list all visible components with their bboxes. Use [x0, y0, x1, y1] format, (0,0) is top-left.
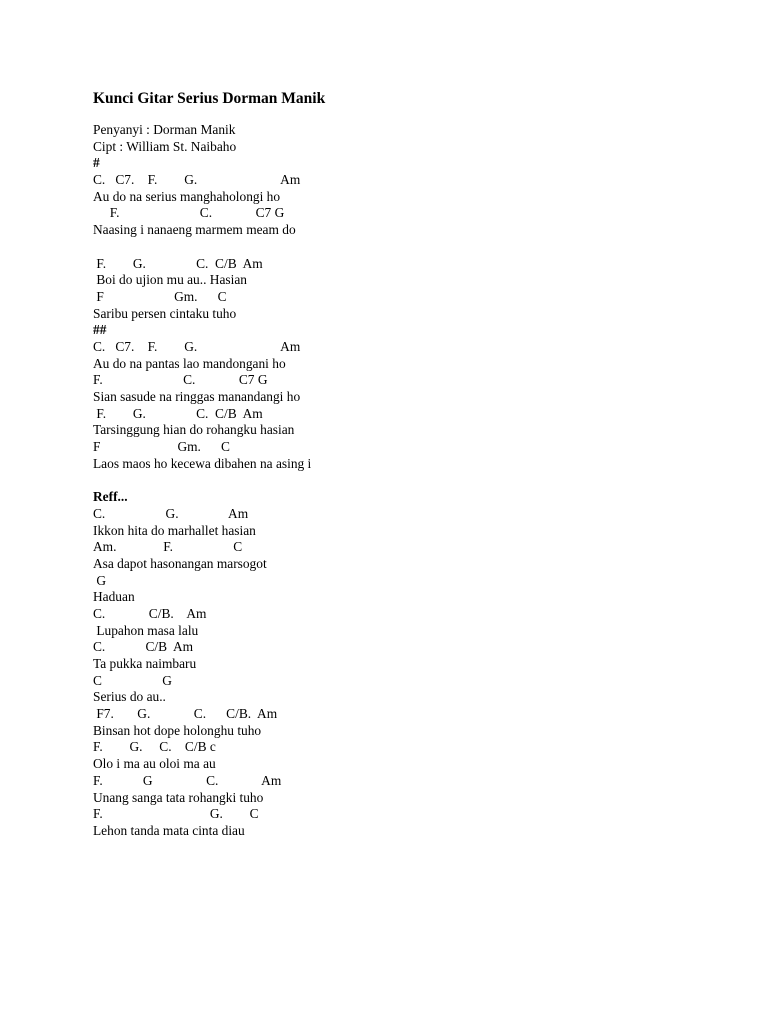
text-line: Am. F. C: [93, 539, 243, 555]
text-line: Ta pukka naimbaru: [93, 656, 197, 671]
text-line: Au do na pantas lao mandongani ho: [93, 355, 286, 371]
text-line: F. G C. Am: [93, 772, 282, 788]
text-line: Penyanyi : Dorman Manik: [93, 122, 236, 137]
text-line: Haduan: [93, 589, 135, 605]
text-line: Reff...: [93, 489, 128, 505]
text-line: F. G. C. C/B c: [93, 739, 216, 755]
text-line: C. C/B Am: [93, 639, 194, 655]
text-line: Saribu persen cintaku tuho: [93, 305, 237, 321]
blank-line: [93, 239, 733, 256]
text-line: Laos maos ho kecewa dibahen na asing i: [93, 455, 312, 471]
text-line: #: [93, 155, 100, 171]
text-line: F. G. C: [93, 806, 259, 822]
text-line: F. G. C. C/B Am: [93, 255, 263, 271]
text-line: Naasing i nanaeng marmem meam do: [93, 222, 296, 238]
text-line: Boi do ujion mu au.. Hasian: [93, 272, 247, 288]
text-line: F7. G. C. C/B. Am: [93, 706, 278, 722]
document-page: [93, 89, 733, 840]
text-line: C. C7. F. G. Am: [93, 338, 301, 354]
text-line: Lupahon masa lalu: [93, 622, 199, 638]
text-line: Tarsinggung hian do rohangku hasian: [93, 422, 295, 438]
text-line: F. C. C7 G: [93, 205, 285, 221]
text-line: F Gm. C: [93, 288, 227, 304]
text-line: Unang sanga tata rohangki tuho: [93, 789, 264, 805]
text-line: C. C7. F. G. Am: [93, 172, 301, 188]
text-line: Sian sasude na ringgas manandangi ho: [93, 389, 301, 404]
text-line: C. C/B. Am: [93, 605, 207, 621]
text-line: Ikkon hita do marhallet hasian: [93, 522, 256, 538]
text-line: F. C. C7 G: [93, 372, 268, 388]
text-line: Asa dapot hasonangan marsogot: [93, 555, 267, 571]
blank-line: [93, 472, 733, 489]
text-line: F Gm. C: [93, 439, 230, 455]
text-line: ##: [93, 322, 107, 338]
lyrics-chords-body: [93, 122, 733, 840]
text-line: Serius do au..: [93, 689, 166, 705]
text-line: Cipt : William St. Naibaho: [93, 138, 237, 154]
text-line: C. G. Am: [93, 505, 249, 521]
text-line: Au do na serius manghaholongi ho: [93, 188, 281, 204]
text-line: Olo i ma au oloi ma au: [93, 756, 216, 772]
text-line: G: [93, 572, 107, 588]
document-title: Kunci Gitar Serius Dorman Manik: [93, 90, 326, 107]
text-line: C G: [93, 672, 172, 688]
text-line: Binsan hot dope holonghu tuho: [93, 722, 262, 738]
text-line: Lehon tanda mata cinta diau: [93, 822, 245, 838]
text-line: F. G. C. C/B Am: [93, 405, 263, 421]
